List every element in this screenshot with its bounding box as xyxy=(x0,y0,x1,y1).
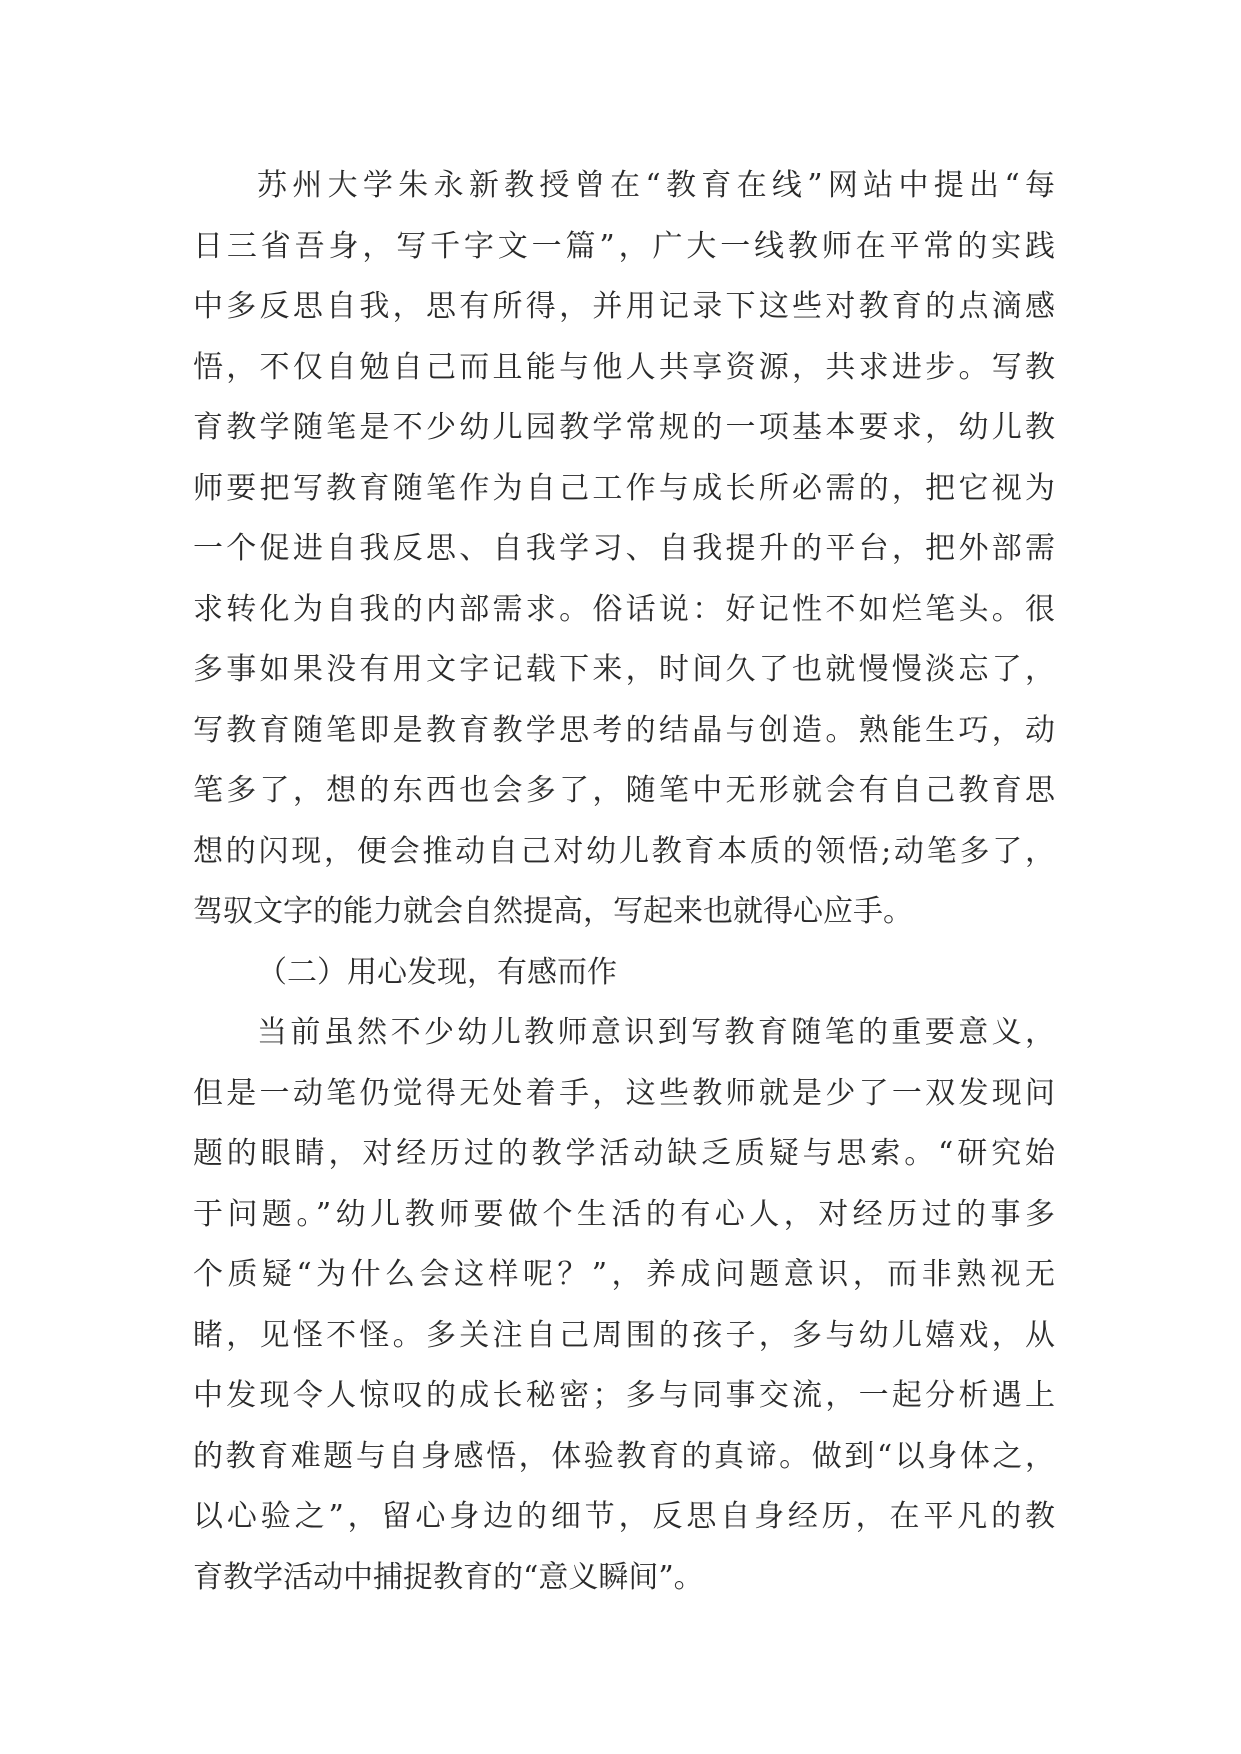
text-line: 的教育难题与自身感悟，体验教育的真谛。做到“以身体之， xyxy=(193,1438,1055,1474)
text-line: 育教学活动中捕捉教育的“意义瞬间”。 xyxy=(193,1559,704,1595)
text-line: 育教学随笔是不少幼儿园教学常规的一项基本要求，幼儿教 xyxy=(193,410,1055,445)
text-line: 师要把写教育随笔作为自己工作与成长所必需的，把它视为 xyxy=(193,470,1055,506)
text-line: 想的闪现，便会推动自己对幼儿教育本质的领悟;动笔多了， xyxy=(193,833,1055,869)
document-body xyxy=(193,156,1055,1608)
text-line: 睹，见怪不怪。多关注自己周围的孩子，多与幼儿嬉戏，从 xyxy=(193,1317,1055,1353)
text-line: 写教育随笔即是教育教学思考的结晶与创造。熟能生巧，动 xyxy=(193,712,1055,748)
text-line: 中多反思自我，思有所得，并用记录下这些对教育的点滴感 xyxy=(193,289,1055,324)
text-line: 个质疑“为什么会这样呢？”，养成问题意识，而非熟视无 xyxy=(193,1257,1055,1292)
text-line: 但是一动笔仍觉得无处着手，这些教师就是少了一双发现问 xyxy=(193,1075,1055,1111)
text-line: 日三省吾身，写千字文一篇”，广大一线教师在平常的实践 xyxy=(193,228,1055,264)
text-line: 苏州大学朱永新教授曾在“教育在线”网站中提出“每 xyxy=(257,168,1055,203)
text-line: 驾驭文字的能力就会自然提高，写起来也就得心应手。 xyxy=(193,894,913,929)
text-line: 求转化为自我的内部需求。俗话说：好记性不如烂笔头。很 xyxy=(193,591,1055,627)
text-line: 当前虽然不少幼儿教师意识到写教育随笔的重要意义， xyxy=(257,1015,1055,1050)
paragraph-1 xyxy=(193,156,1055,943)
text-line: 中发现令人惊叹的成长秘密；多与同事交流，一起分析遇上 xyxy=(193,1378,1055,1413)
text-line: 以心验之”，留心身边的细节，反思自身经历，在平凡的教 xyxy=(193,1499,1055,1534)
paragraph-2 xyxy=(193,1003,1055,1608)
text-line: 于问题。”幼儿教师要做个生活的有心人，对经历过的事多 xyxy=(193,1196,1055,1232)
text-line: 题的眼睛，对经历过的教学活动缺乏质疑与思索。“研究始 xyxy=(193,1136,1055,1171)
text-line: 一个促进自我反思、自我学习、自我提升的平台，把外部需 xyxy=(193,531,1055,566)
text-line: 笔多了，想的东西也会多了，随笔中无形就会有自己教育思 xyxy=(193,773,1055,808)
section-heading: （二）用心发现，有感而作 xyxy=(257,954,617,990)
text-line: 悟，不仅自勉自己而且能与他人共享资源，共求进步。写教 xyxy=(193,349,1055,385)
text-line: 多事如果没有用文字记载下来，时间久了也就慢慢淡忘了， xyxy=(193,652,1055,687)
